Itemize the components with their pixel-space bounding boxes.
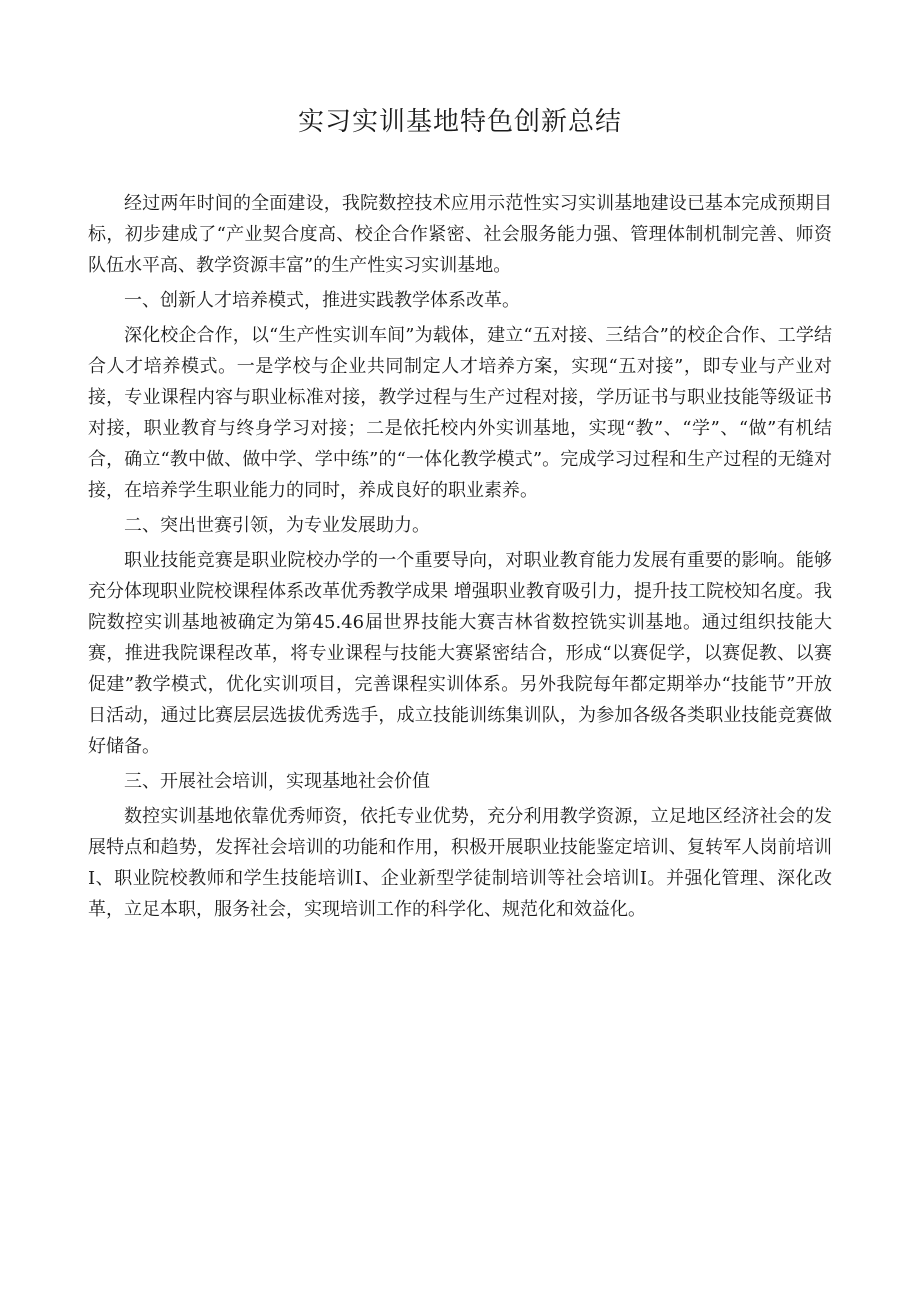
section-heading-1: 一、创新人才培养模式，推进实践教学体系改革。: [124, 290, 520, 311]
document-title: 实习实训基地特色创新总结: [297, 107, 622, 137]
intro-paragraph: 经过两年时间的全面建设，我院数控技术应用示范性实习实训基地建设已基本完成预期目标，初步建成了“产业契合度高、校企合作紧密、社会服务能力强、管理体制机制完善、师资队伍水平高、教学资源丰富”的生产性实习实训基地。: [88, 193, 832, 276]
section-1-paragraph: 深化校企合作，以“生产性实训车间”为载体，建立“五对接、三结合”的校企合作、工学结合人才培养模式。一是学校与企业共同制定人才培养方案，实现“五对接”，即专业与产业对接，专业课程内容与职业标准对接，教学过程与生产过程对接，学历证书与职业技能等级证书对接，职业教育与终身学习对接；二是依托校内外实训基地，实现“教”、“学”、“做”有机结合，确立“教中做、做中学、学中练”的“一体化教学模式”。完成学习过程和生产过程的无缝对接，在培养学生职业能力的同时，养成良好的职业素养。: [88, 325, 832, 501]
section-heading-3: 三、开展社会培训，实现基地社会价值: [124, 771, 430, 792]
section-heading-2: 二、突出世赛引领，为专业发展助力。: [124, 515, 430, 536]
section-2-paragraph: 职业技能竞赛是职业院校办学的一个重要导向，对职业教育能力发展有重要的影响。能够充分体现职业院校课程体系改革优秀教学成果 增强职业教育吸引力，提升技工院校知名度。我院数控实训基地被确定为第45.46届世界技能大赛吉林省数控铣实训基地。通过组织技能大赛，推进我院课程改革，将专业课程与技能大赛紧密结合，形成“以赛促学，以赛促教、以赛促建”教学模式，优化实训项目，完善课程实训体系。另外我院每年都定期举办“技能节”开放日活动，通过比赛层层选拔优秀选手，成立技能训练集训队，为参加各级各类职业技能竞赛做好储备。: [88, 550, 832, 757]
section-3-paragraph: 数控实训基地依靠优秀师资，依托专业优势，充分利用教学资源，立足地区经济社会的发展特点和趋势，发挥社会培训的功能和作用，积极开展职业技能鉴定培训、复转军人岗前培训I、职业院校教师和学生技能培训I、企业新型学徒制培训等社会培训I。并强化管理、深化改革，立足本职，服务社会，实现培训工作的科学化、规范化和效益化。: [88, 806, 832, 920]
document-body: [88, 188, 832, 929]
